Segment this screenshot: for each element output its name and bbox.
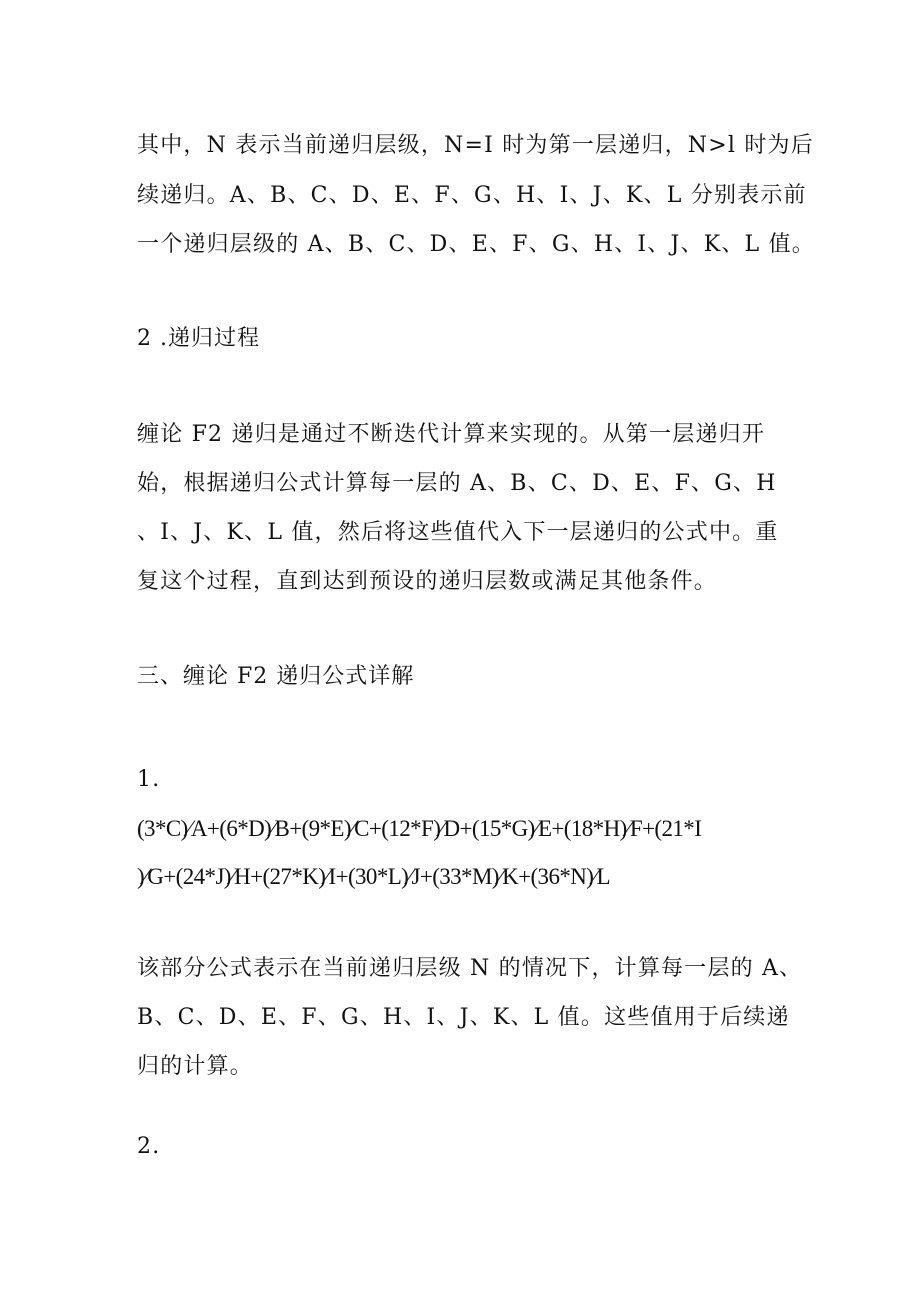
formula-line-1: (3*C)⁄A+(6*D)⁄B+(9*E)⁄C+(12*F)⁄D+(15*G)⁄E+(18*H)⁄F+(21*I — [137, 816, 702, 841]
paragraph-2-line-2: 始，根据递归公式计算每一层的 A、B、C、D、E、F、G、H — [137, 471, 777, 496]
paragraph-3-line-2: B、C、D、E、F、G、H、I、J、K、L 值。这些值用于后续递 — [137, 1005, 790, 1030]
paragraph-1-line-3: 一个递归层级的 A、B、C、D、E、F、G、H、I、J、K、L 值。 — [137, 232, 815, 257]
paragraph-2-line-3: 、I、J、K、L 值，然后将这些值代入下一层递归的公式中。重 — [137, 520, 779, 545]
paragraph-3-line-3: 归的计算。 — [137, 1054, 254, 1079]
item-2-number: 2. — [137, 1134, 161, 1159]
paragraph-1-line-1: 其中，N 表示当前递归层级，N=I 时为第一层递归，N>l 时为后 — [137, 133, 814, 158]
paragraph-2-line-4: 复这个过程，直到达到预设的递归层数或满足其他条件。 — [137, 569, 718, 594]
paragraph-3-line-1: 该部分公式表示在当前递归层级 N 的情况下，计算每一层的 A、 — [137, 956, 803, 981]
section-heading-formula-details: 三、缠论 F2 递归公式详解 — [137, 664, 415, 689]
paragraph-1-line-2: 续递归。A、B、C、D、E、F、G、H、I、J、K、L 分别表示前 — [137, 183, 807, 208]
formula-line-2: )⁄G+(24*J)⁄H+(27*K)⁄I+(30*L)⁄J+(33*M)⁄K+(36*N)⁄L — [137, 864, 611, 889]
section-heading-recursion-process: 2 .递归过程 — [137, 326, 260, 351]
paragraph-2-line-1: 缠论 F2 递归是通过不断迭代计算来实现的。从第一层递归开 — [137, 422, 766, 447]
item-1-number: 1. — [137, 767, 161, 792]
